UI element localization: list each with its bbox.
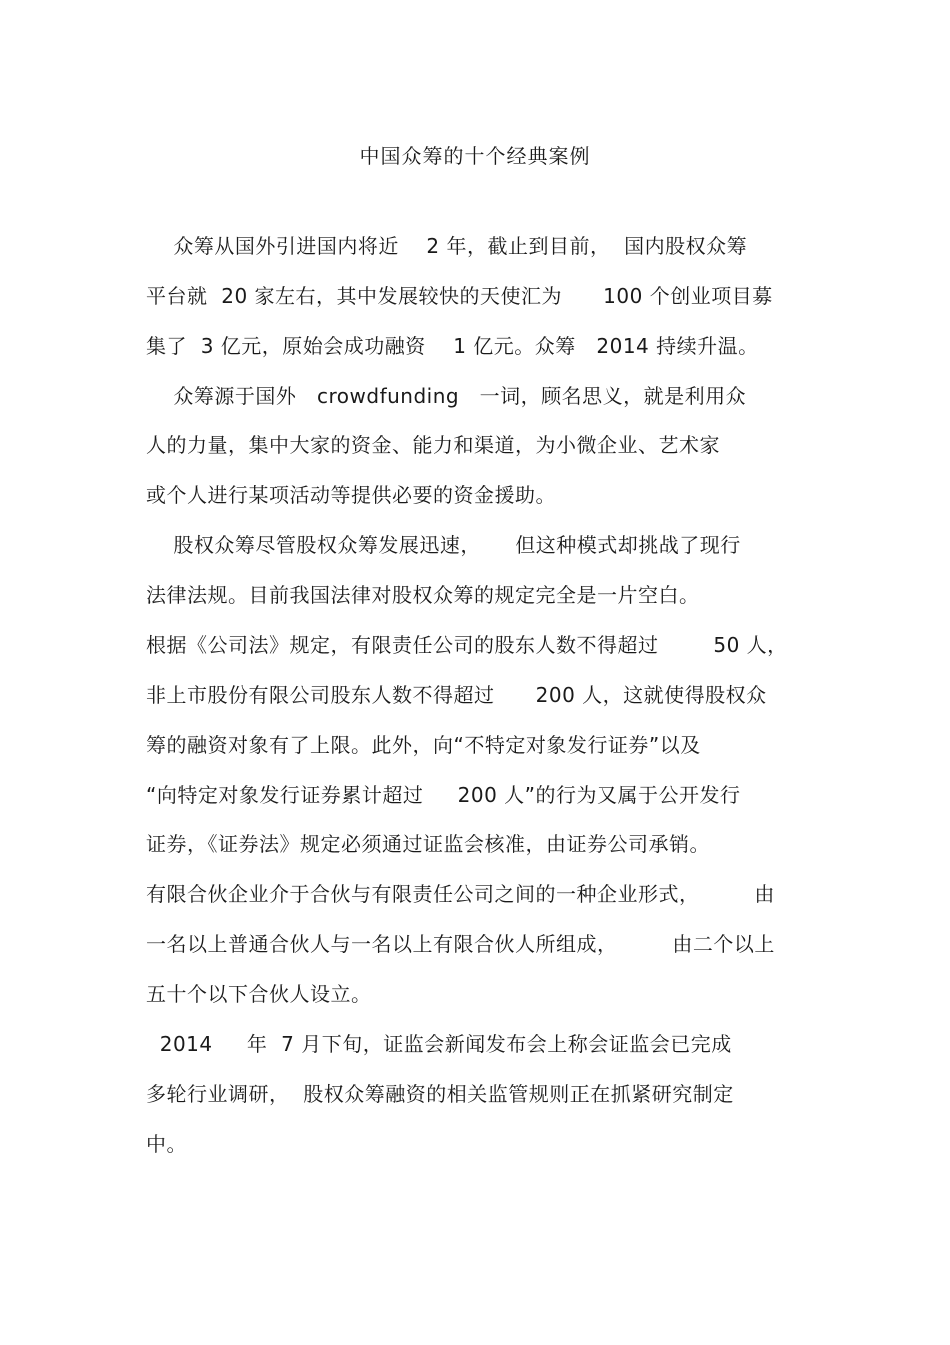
- body-line: 2014 年 7 月下旬，证监会新闻发布会上称会证监会已完成: [146, 1032, 732, 1056]
- body-line: 多轮行业调研， 股权众筹融资的相关监管规则正在抓紧研究制定: [146, 1082, 734, 1106]
- body-line: 非上市股份有限公司股东人数不得超过 200 人，这就使得股权众: [146, 683, 767, 707]
- body-line: 股权众筹尽管股权众筹发展迅速， 但这种模式却挑战了现行: [146, 533, 741, 557]
- body-line: 众筹源于国外 crowdfunding 一词，顾名思义，就是利用众: [146, 384, 747, 408]
- body-line: 法律法规。目前我国法律对股权众筹的规定完全是一片空白。: [146, 583, 700, 607]
- body-line: 有限合伙企业介于合伙与有限责任公司之间的一种企业形式， 由: [146, 882, 775, 906]
- body-line: 或个人进行某项活动等提供必要的资金援助。: [146, 483, 556, 507]
- body-line: 众筹从国外引进国内将近 2 年，截止到目前， 国内股权众筹: [146, 234, 748, 258]
- body-line: 证券，《证券法》规定必须通过证监会核准，由证券公司承销。: [146, 832, 710, 856]
- body-line: 中。: [146, 1132, 187, 1156]
- body-line: 筹的融资对象有了上限。此外，向“不特定对象发行证券”以及: [146, 733, 701, 757]
- document-title: 中国众筹的十个经典案例: [359, 144, 591, 168]
- body-line: 平台就 20 家左右，其中发展较快的天使汇为 100 个创业项目募: [146, 284, 773, 308]
- body-line: “向特定对象发行证券累计超过 200 人”的行为又属于公开发行: [146, 783, 741, 807]
- body-line: 一名以上普通合伙人与一名以上有限合伙人所组成， 由二个以上: [146, 932, 775, 956]
- body-line: 人的力量，集中大家的资金、能力和渠道，为小微企业、艺术家: [146, 433, 720, 457]
- body-line: 根据《公司法》规定，有限责任公司的股东人数不得超过 50 人，: [146, 633, 788, 657]
- body-line: 五十个以下合伙人设立。: [146, 982, 372, 1006]
- body-line: 集了 3 亿元，原始会成功融资 1 亿元。众筹 2014 持续升温。: [146, 334, 759, 358]
